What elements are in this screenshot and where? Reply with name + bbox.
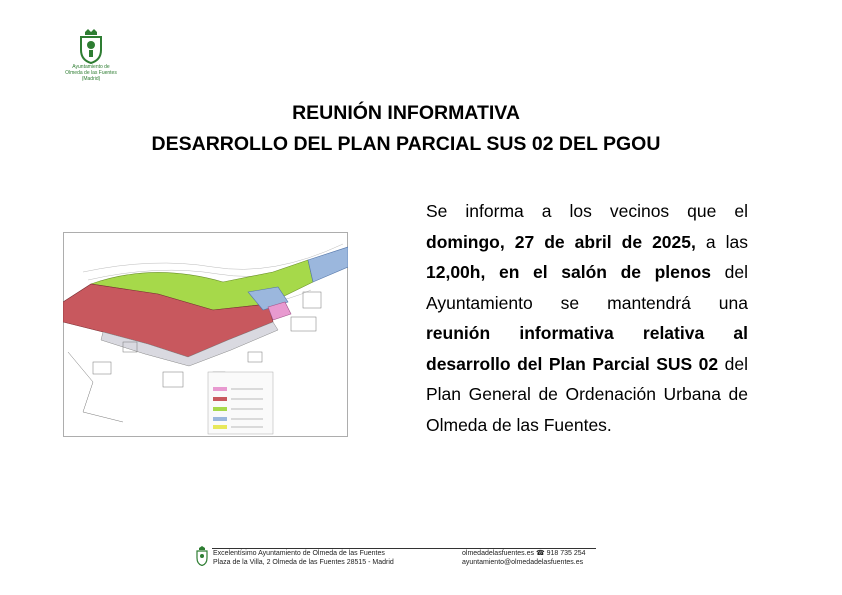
page-subtitle: DESARROLLO DEL PLAN PARCIAL SUS 02 DEL PGOU <box>151 133 661 155</box>
event-date: domingo, 27 de abril de 2025, <box>426 231 696 252</box>
coat-of-arms-icon <box>77 28 105 64</box>
notice-text <box>426 196 748 440</box>
notice-line: domingo, 27 de abril de 2025, a las <box>426 231 749 252</box>
event-type: reunión informativa relativa al <box>426 323 748 343</box>
footer <box>196 546 601 568</box>
plan-map-image <box>63 232 348 437</box>
notice-line: desarrollo del Plan Parcial SUS 02 del <box>426 353 748 374</box>
map-legend <box>208 372 273 434</box>
notice-line: Ayuntamiento se mantendrá una <box>426 292 748 313</box>
notice-line: Se informa a los vecinos que el <box>426 201 748 221</box>
logo-line-3: (Madrid) <box>81 76 101 82</box>
notice-line: 12,00h, en el salón de plenos del <box>426 262 748 282</box>
footer-web-phone[interactable]: olmedadelasfuentes.es ☎ 918 735 254 <box>462 550 586 557</box>
logo-line-2: Olmeda de las Fuentes <box>65 70 117 76</box>
footer-coat-of-arms-icon <box>196 546 208 566</box>
page-title: REUNIÓN INFORMATIVA <box>292 102 520 124</box>
notice-line <box>426 318 748 349</box>
logo-line-1: Ayuntamiento de <box>72 64 110 70</box>
footer-address: Plaza de la Villa, 2 Olmeda de las Fuentes 28515 - Madrid <box>213 559 394 566</box>
event-subject: desarrollo del Plan Parcial SUS 02 <box>426 353 719 374</box>
footer-email[interactable]: ayuntamiento@olmedadelasfuentes.es <box>462 559 584 566</box>
municipal-logo <box>60 28 122 82</box>
notice-line: Olmeda de las Fuentes. <box>426 414 612 435</box>
notice-line: Plan General de Ordenación Urbana de <box>426 384 748 404</box>
footer-institution: Excelentísimo Ayuntamiento de Olmeda de las Fuentes <box>213 550 385 557</box>
event-time-place: 12,00h, en el salón de plenos <box>426 262 712 282</box>
